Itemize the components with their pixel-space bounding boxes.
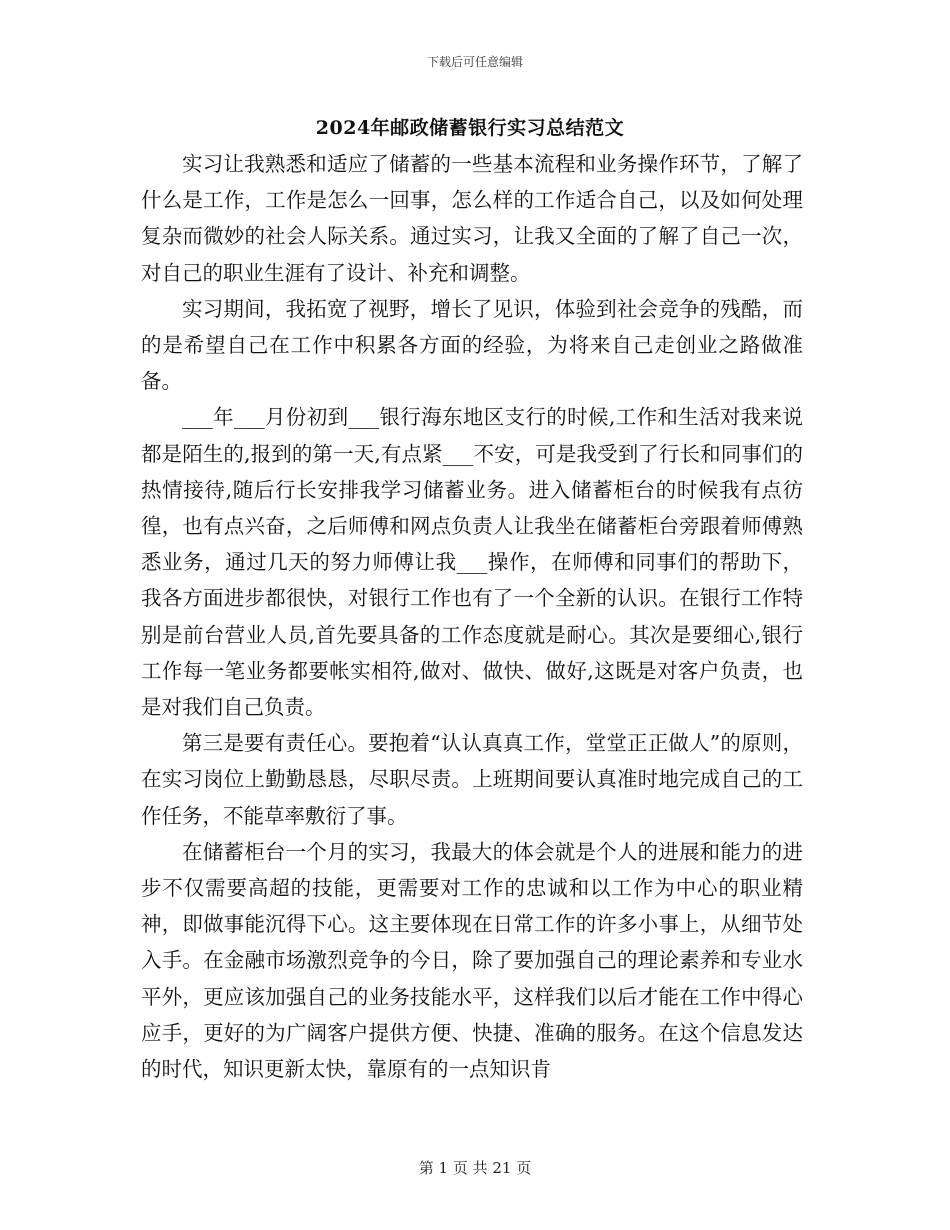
document-title: 2024年邮政储蓄银行实习总结范文 (315, 117, 625, 139)
paragraph-4: 第三是要有责任心。要抱着“认认真真工作，堂堂正正做人”的原则，在实习岗位上勤勤恳恳，尽职尽责。上班期间要认真准时地完成自己的工作任务，不能草率敷衍了事。 (141, 731, 803, 828)
paragraph-5: 在储蓄柜台一个月的实习，我最大的体会就是个人的进展和能力的进步不仅需要高超的技能，更需要对工作的忠诚和以工作为中心的职业精神，即做事能沉得下心。这主要体现在日常工作的许多小事上，从细节处入手。在金融市场激烈竞争的今日，除了要加强自己的理论素养和专业水平外，更应该加强自己的业务技能水平，这样我们以后才能在工作中得心应手，更好的为广阔客户提供方便、快捷、准确的服务。在这个信息发达的时代，知识更新太快，靠原有的一点知识肯 (141, 839, 803, 1082)
header-note: 下载后可任意编辑 (426, 55, 523, 69)
paragraph-3: ___年___月份初到___银行海东地区支行的时候,工作和生活对我来说都是陌生的,报到的第一天,有点紧___不安，可是我受到了行长和同事们的热情接待,随后行长安排我学习储蓄业务。进入储蓄柜台的时候我有点彷徨，也有点兴奋，之后师傅和网点负责人让我坐在储蓄柜台旁跟着师傅熟悉业务，通过几天的努力师傅让我___操作，在师傅和同事们的帮助下，我各方面进步都很快，对银行工作也有了一个全新的认识。在银行工作特别是前台营业人员,首先要具备的工作态度就是耐心。其次是要细心,银行工作每一笔业务都要帐实相符,做对、做快、做好,这既是对客户负责，也是对我们自己负责。 (141, 405, 803, 720)
paragraph-1: 实习让我熟悉和适应了储蓄的一些基本流程和业务操作环节，了解了什么是工作，工作是怎么一回事，怎么样的工作适合自己，以及如何处理复杂而微妙的社会人际关系。通过实习，让我又全面的了解了自己一次，对自己的职业生涯有了设计、补充和调整。 (141, 152, 803, 285)
paragraph-2: 实习期间，我拓宽了视野，增长了见识，体验到社会竞争的残酷，而的是希望自己在工作中积累各方面的经验，为将来自己走创业之路做准备。 (141, 296, 803, 394)
page-number-footer: 第 1 页 共 21 页 (418, 1159, 532, 1177)
document-body (141, 146, 803, 1087)
